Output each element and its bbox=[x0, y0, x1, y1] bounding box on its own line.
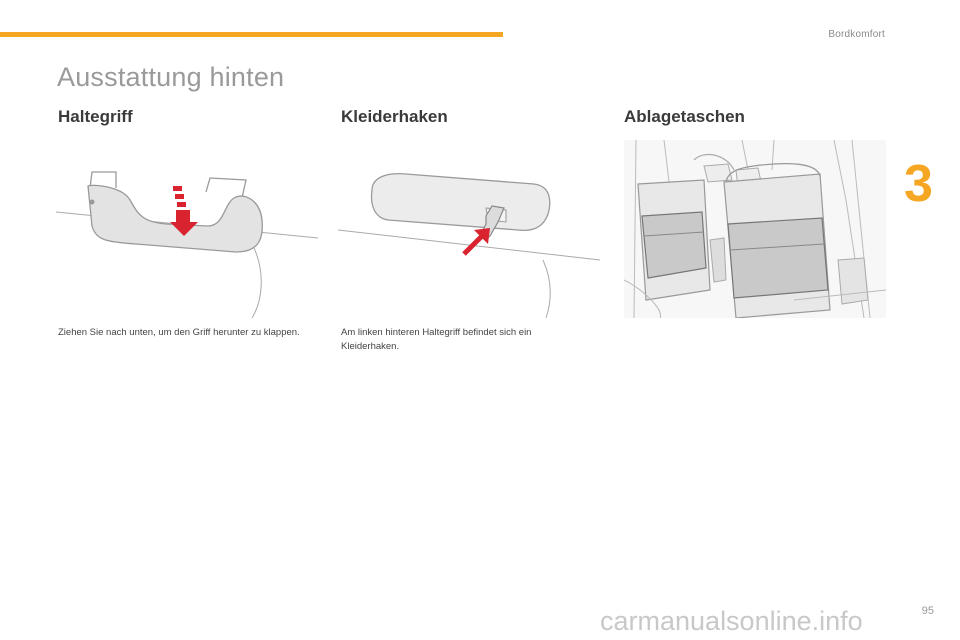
chapter-number: 3 bbox=[904, 155, 933, 213]
page-number: 95 bbox=[921, 605, 934, 617]
watermark: carmanualsonline.info bbox=[600, 606, 863, 636]
caption-haltegriff: Ziehen Sie nach unten, um den Griff herunter zu klappen. bbox=[58, 327, 300, 338]
coat-hook-illustration bbox=[338, 140, 600, 318]
heading-ablagetaschen: Ablagetaschen bbox=[624, 107, 745, 126]
seatback-pockets-illustration bbox=[624, 140, 886, 318]
header-accent-bar bbox=[0, 32, 503, 37]
section-label: Bordkomfort bbox=[828, 29, 885, 40]
grab-handle-illustration bbox=[56, 140, 318, 318]
heading-haltegriff: Haltegriff bbox=[58, 107, 133, 126]
caption-kleiderhaken: Am linken hinteren Haltegriff befindet sich ein Kleiderhaken. bbox=[341, 327, 532, 352]
heading-kleiderhaken: Kleiderhaken bbox=[341, 107, 448, 126]
page-title: Ausstattung hinten bbox=[57, 62, 285, 92]
hook-pointer-arrow-icon bbox=[464, 228, 490, 254]
